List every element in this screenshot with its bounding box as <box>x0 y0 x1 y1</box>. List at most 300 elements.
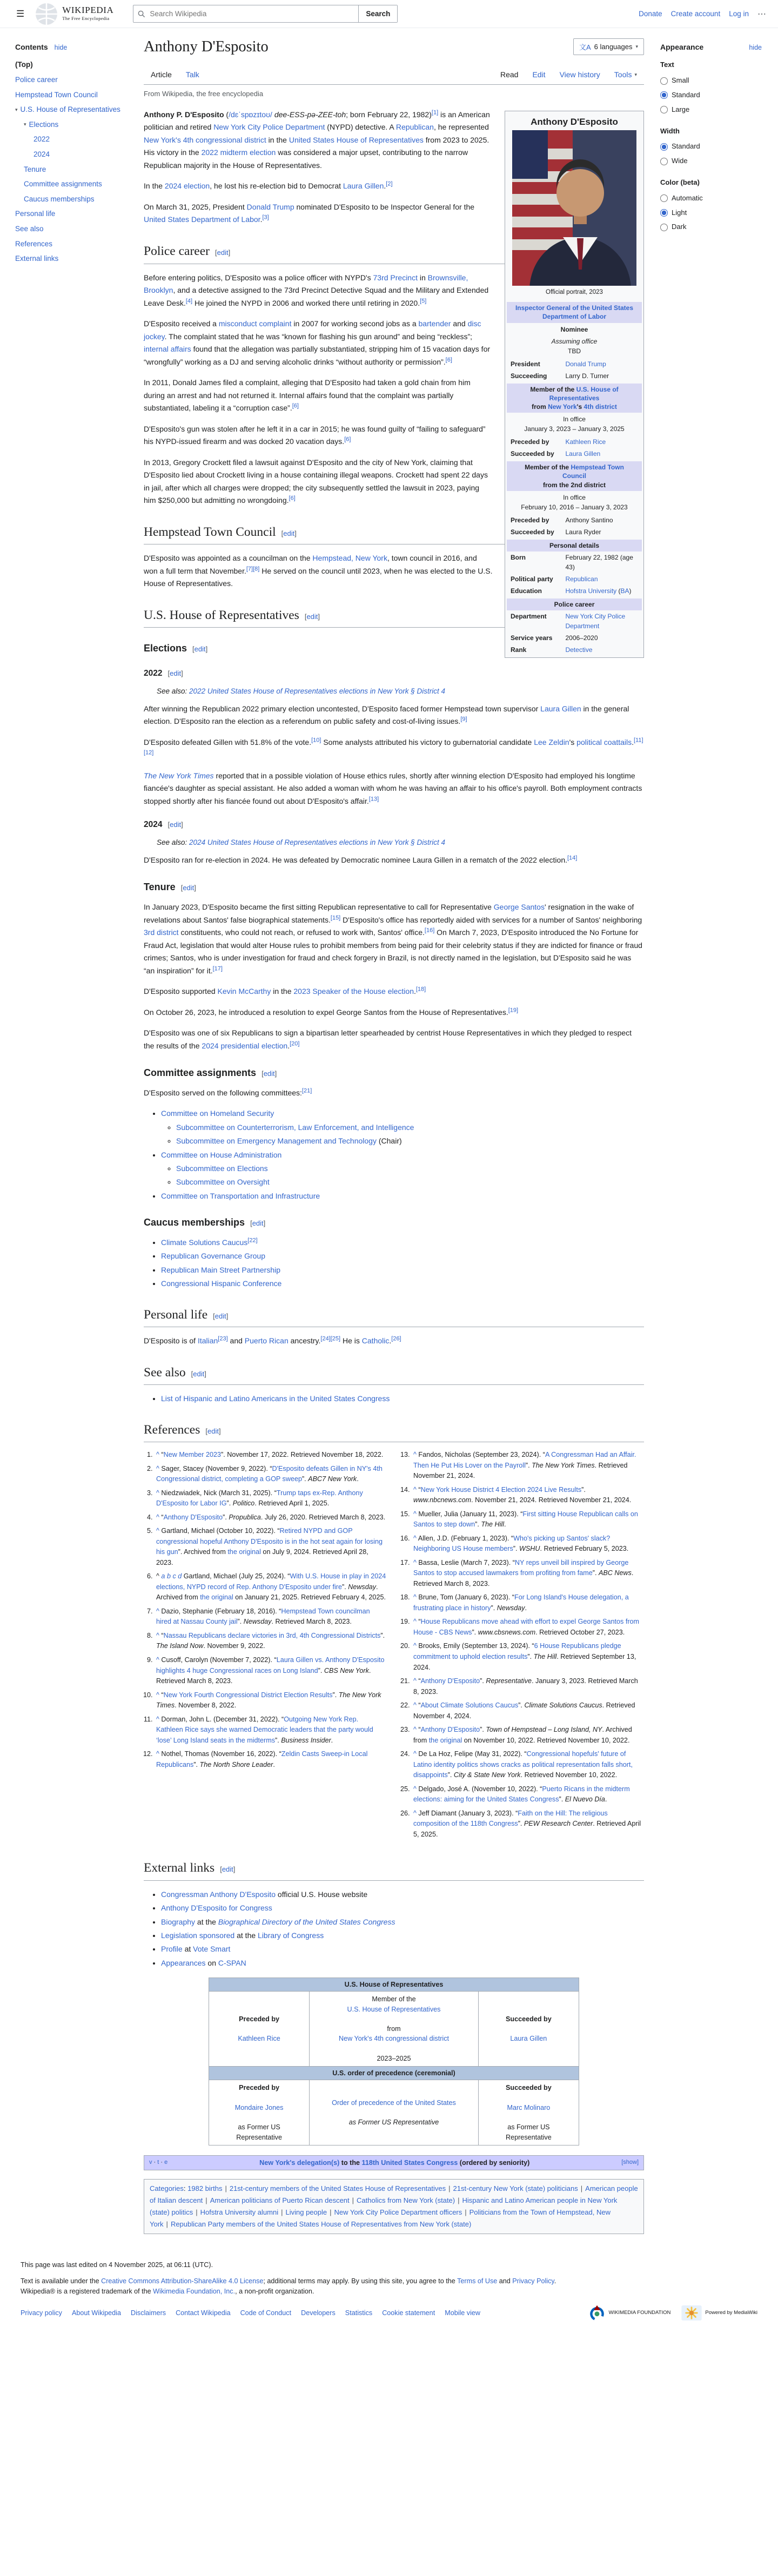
inline-link[interactable]: Congressional hopefuls' future of Latino identity politics shows cracks as political representation falls short, disappoints <box>413 1750 633 1779</box>
inline-link[interactable]: New York City Police Department <box>565 613 626 630</box>
language-selector-button[interactable] <box>573 38 644 55</box>
toc-item-references[interactable] <box>15 237 126 252</box>
appearance-option-color-beta-automatic[interactable] <box>660 191 762 206</box>
inline-link[interactable]: Hempstead Town Council <box>562 463 624 480</box>
edit-section-link[interactable]: [edit] <box>205 1427 221 1435</box>
inline-link[interactable]: bartender <box>418 319 451 328</box>
toc-link[interactable]: External links <box>15 254 59 263</box>
infobox-row <box>507 358 642 370</box>
inline-link[interactable]: Puerto Ricans in the midterm elections: aiming for the United States Congress <box>413 1785 630 1804</box>
inline-link[interactable]: Biography <box>161 1917 196 1926</box>
inline-link[interactable]: Laura Gillen vs. Anthony D'Esposito highlights 4 huge Congressional races on Long Island <box>156 1656 385 1674</box>
inline-link[interactable]: Subcommittee on Elections <box>176 1164 268 1173</box>
inline-link[interactable]: ^ <box>413 1809 417 1817</box>
section-heading-text: Caucus memberships <box>144 1217 245 1228</box>
inline-link[interactable]: Inspector General of the United States Department of Labor <box>515 304 634 321</box>
toc-link[interactable]: Caucus memberships <box>24 194 95 203</box>
inline-link[interactable]: ^ <box>413 1642 417 1650</box>
footer-link-statistics[interactable]: Statistics <box>345 2309 373 2317</box>
inline-link[interactable]: Hempstead, New York <box>312 554 387 563</box>
inline-link[interactable]: C-SPAN <box>218 1958 246 1967</box>
inline-link[interactable]: A Congressman Had an Affair. Then He Put His Lover on the Payroll <box>413 1451 636 1469</box>
inline-link[interactable]: a <box>161 1572 165 1580</box>
edit-section-link[interactable]: [edit] <box>167 820 183 829</box>
appearance-option-text-small[interactable] <box>660 73 762 88</box>
mediawiki-logo[interactable] <box>681 2305 757 2321</box>
inline-link[interactable]: 2022 United States House of Representatives elections in New York § District 4 <box>189 687 446 696</box>
toc-link[interactable]: U.S. House of Representatives <box>20 105 120 114</box>
inline-link[interactable]: ^ <box>413 1534 417 1542</box>
inline-link[interactable]: Kevin McCarthy <box>217 987 271 996</box>
inline-link[interactable]: U.S. House of Representatives <box>347 2005 441 2013</box>
inline-link[interactable]: Donald Trump <box>565 360 606 368</box>
inline-link[interactable]: Italian <box>197 1336 218 1346</box>
radio-small[interactable] <box>660 77 668 85</box>
inline-link[interactable]: ^ <box>156 1691 159 1699</box>
reference-item: 16. ^ Allen, J.D. (February 1, 2023). “Who's picking up Santos' slack? Neighboring US House members”. WSHU. Retrieved February 5, 2023. <box>412 1534 644 1555</box>
inline-link[interactable]: U.S. House of Representatives <box>549 385 619 402</box>
inline-link[interactable]: New York's delegation(s) <box>259 2158 340 2167</box>
toc-item-police-career[interactable] <box>15 72 126 88</box>
section-heading-text: Personal life <box>144 1307 208 1322</box>
citation-ref[interactable]: [22] <box>247 1237 258 1244</box>
footer-link-cookie-statement[interactable]: Cookie statement <box>382 2309 435 2317</box>
appearance-option-color-beta-dark[interactable] <box>660 220 762 234</box>
category-link[interactable]: Living people <box>285 2208 327 2217</box>
inline-link[interactable]: ^ <box>413 1451 417 1459</box>
infobox-row <box>507 436 642 448</box>
citation-ref[interactable]: [10] <box>311 737 321 744</box>
citation-ref[interactable]: [3] <box>262 214 269 221</box>
category-link[interactable]: 21st-century members of the United States House of Representatives <box>229 2184 446 2193</box>
edit-section-link[interactable]: [edit] <box>250 1219 266 1228</box>
edit-section-link[interactable]: [edit] <box>192 645 208 654</box>
citation-ref[interactable]: [11][12] <box>144 737 643 756</box>
inline-link[interactable]: edit <box>194 645 206 654</box>
inline-link[interactable]: ^ <box>413 1485 417 1494</box>
inline-link[interactable]: Library of Congress <box>258 1931 324 1940</box>
inline-link[interactable]: The New York Times <box>144 771 214 780</box>
inline-link[interactable]: ^ <box>413 1750 417 1758</box>
toc-link[interactable]: 2022 <box>33 135 50 144</box>
inline-link[interactable]: Wikimedia Foundation, Inc. <box>153 2288 236 2296</box>
footer-link-disclaimers[interactable]: Disclaimers <box>131 2309 166 2317</box>
category-link[interactable]: American people of Italian descent <box>150 2184 638 2205</box>
inline-link[interactable]: George Santos <box>493 902 545 911</box>
contents-hide-link[interactable]: hide <box>54 44 68 51</box>
category-link[interactable]: New York City Police Department officers <box>334 2208 462 2217</box>
toc-link[interactable]: References <box>15 239 53 248</box>
inline-link[interactable]: 2022 midterm election <box>201 148 276 157</box>
category-link[interactable]: Hispanic and Latino American people in New York (state) politics <box>150 2196 618 2217</box>
log-in-link[interactable]: Log in <box>729 9 749 18</box>
footer-link-contact-wikipedia[interactable]: Contact Wikipedia <box>176 2309 231 2317</box>
citation-ref[interactable]: [6] <box>344 436 351 443</box>
inline-link[interactable]: ^ <box>156 1631 159 1639</box>
inline-link[interactable]: Outgoing New York Rep. Kathleen Rice says she warned Democratic leaders that the party would ‘lose’ Long Island seats in the midterms <box>156 1715 373 1744</box>
inline-link[interactable]: Order of precedence of the United States <box>332 2099 456 2107</box>
tab-edit[interactable]: Edit <box>532 70 546 79</box>
category-link[interactable]: Republican Party members of the United States House of Representatives from New York (state) <box>170 2220 472 2229</box>
radio-wide[interactable] <box>660 158 668 165</box>
toc-link[interactable]: See also <box>15 224 44 233</box>
inline-link[interactable]: Creative Commons Attribution-ShareAlike 4.0 License <box>101 2277 264 2285</box>
inline-link[interactable]: ^ <box>413 1701 417 1710</box>
inline-link[interactable]: Subcommittee on Oversight <box>176 1178 270 1187</box>
toc-item-personal-life[interactable] <box>15 206 126 221</box>
search-button[interactable]: Search <box>358 5 397 22</box>
categories-label[interactable]: Categories <box>150 2184 184 2193</box>
succession-row <box>209 2080 578 2145</box>
radio-dark[interactable] <box>660 224 668 231</box>
inline-link[interactable]: Privacy Policy <box>512 2277 554 2285</box>
toc-link[interactable]: Tenure <box>24 165 46 173</box>
inline-link[interactable]: edit <box>193 1369 205 1378</box>
toc-item-external-links[interactable] <box>15 251 126 266</box>
inline-link[interactable]: Lee Zeldin <box>534 737 569 746</box>
inline-link[interactable]: Biographical Directory of the United States Congress <box>218 1917 395 1926</box>
inline-link[interactable]: edit <box>183 884 194 892</box>
citation-ref[interactable]: [6] <box>289 495 296 502</box>
edit-section-link[interactable]: [edit] <box>215 248 231 257</box>
toc-link[interactable]: Police career <box>15 75 58 84</box>
footer-link-code-of-conduct[interactable]: Code of Conduct <box>240 2309 292 2317</box>
inline-link[interactable]: Climate Solutions Caucus <box>161 1237 248 1247</box>
category-link[interactable]: American politicians of Puerto Rican descent <box>210 2196 350 2205</box>
inline-link[interactable]: 73rd Precinct <box>373 273 418 282</box>
footer-link-privacy-policy[interactable]: Privacy policy <box>21 2309 62 2317</box>
appearance-hide-link[interactable]: hide <box>749 44 762 51</box>
inline-link[interactable]: Republican Governance Group <box>161 1252 266 1261</box>
chevron-down-icon[interactable]: ▾ <box>15 106 18 112</box>
inline-link[interactable]: Nassau Republicans declare victories in 3rd, 4th Congressional Districts <box>163 1631 381 1639</box>
toc-item-hempstead-town-council[interactable] <box>15 88 126 103</box>
inline-link[interactable]: disc jockey <box>144 319 481 341</box>
radio-large[interactable] <box>660 106 668 113</box>
tab-talk[interactable]: Talk <box>185 70 199 79</box>
inline-link[interactable]: ^ <box>413 1558 417 1566</box>
appearance-option-text-large[interactable] <box>660 103 762 117</box>
footer-link-about-wikipedia[interactable]: About Wikipedia <box>71 2309 121 2317</box>
chevron-down-icon[interactable]: ▾ <box>24 122 26 127</box>
inline-link[interactable]: 6 House Republicans pledge commitment to uphold election results <box>413 1642 621 1660</box>
article-tabs <box>144 65 644 85</box>
citation-ref[interactable]: [20] <box>290 1040 300 1047</box>
inline-link[interactable]: Retired NYPD and GOP congressional hopeful Anthony D'Esposito is in the hot seat again for losing his gun <box>156 1527 383 1556</box>
inline-link[interactable]: New Member 2023 <box>163 1451 222 1459</box>
inline-link[interactable]: Vote Smart <box>193 1945 231 1954</box>
inline-link[interactable]: edit <box>222 1865 233 1874</box>
citation-ref[interactable]: [15] <box>330 914 341 921</box>
inline-link[interactable]: ^ <box>156 1464 159 1472</box>
inline-link[interactable]: D'Esposito defeats Gillen in NY's 4th Congressional district, completing a GOP sweep <box>156 1464 383 1483</box>
inline-link[interactable]: ^ <box>413 1618 417 1626</box>
toc-item-see-also[interactable] <box>15 221 126 237</box>
inline-link[interactable]: the original <box>227 1548 261 1556</box>
inline-link[interactable]: misconduct complaint <box>218 319 292 328</box>
inline-link[interactable]: 4th district <box>584 403 617 411</box>
inline-link[interactable]: t <box>157 2159 159 2166</box>
section-heading-text: Police career <box>144 244 210 258</box>
inline-link[interactable]: ^ <box>413 1726 417 1734</box>
edit-section-link[interactable]: [edit] <box>304 612 320 621</box>
inline-link[interactable]: Committee on Homeland Security <box>161 1109 274 1118</box>
inline-link[interactable]: United States House of Representatives <box>289 135 424 144</box>
more-menu-icon[interactable]: ⋯ <box>757 9 766 19</box>
citation-ref[interactable]: [5] <box>420 297 427 304</box>
page-grid <box>0 28 778 2248</box>
inline-link[interactable]: Anthony D'Esposito <box>420 1726 480 1734</box>
inline-link[interactable]: edit <box>170 669 182 678</box>
inline-link[interactable]: 118th United States Congress <box>361 2158 458 2167</box>
inline-link[interactable]: the original <box>200 1593 233 1602</box>
citation-ref[interactable]: [4] <box>185 297 193 304</box>
inline-link[interactable]: New York's 4th congressional district <box>338 2035 449 2043</box>
toc-item-2024[interactable] <box>15 147 126 162</box>
search-input[interactable] <box>150 5 358 22</box>
inline-link[interactable]: List of Hispanic and Latino Americans in the United States Congress <box>161 1394 390 1403</box>
inline-link[interactable]: Zeldin Casts Sweep-in Local Republicans <box>156 1750 368 1768</box>
navbox-show-link[interactable]: [show] <box>621 2159 639 2166</box>
edit-section-link[interactable]: [edit] <box>220 1865 236 1874</box>
reference-item: 1. ^ “New Member 2023”. November 17, 2022. Retrieved November 18, 2022. <box>155 1450 387 1461</box>
infobox-value: February 22, 1982 (age 43) <box>565 553 633 571</box>
inline-link[interactable]: edit <box>217 248 229 257</box>
list-item <box>161 1277 644 1289</box>
inline-link[interactable]: /dɛˈspɒzɪtoʊ/ <box>229 110 272 119</box>
inline-link[interactable]: Laura Gillen <box>540 704 581 713</box>
inline-link[interactable]: ^ <box>156 1607 159 1615</box>
toc-link[interactable]: Personal life <box>15 210 56 218</box>
inline-link[interactable]: edit <box>252 1219 264 1228</box>
inline-link[interactable]: Subcommittee on Counterterrorism, Law Enforcement, and Intelligence <box>176 1122 414 1132</box>
inline-link[interactable]: 2024 presidential election <box>202 1041 288 1050</box>
toc-item-committee-assignments[interactable] <box>15 177 126 192</box>
citation-ref[interactable]: [21] <box>301 1087 312 1094</box>
appearance-option-width-standard[interactable] <box>660 139 762 154</box>
tab-tools[interactable] <box>607 65 644 84</box>
citation-ref[interactable]: [16] <box>424 927 435 934</box>
citation-ref[interactable]: [7][8] <box>246 566 260 573</box>
inline-link[interactable]: 2023 Speaker of the House election <box>293 987 414 996</box>
category-link[interactable]: 21st-century New York (state) politicians <box>453 2184 578 2193</box>
toc-item-tenure[interactable] <box>15 162 126 177</box>
inline-link[interactable]: ^ <box>156 1750 159 1758</box>
inline-link[interactable]: edit <box>283 529 295 537</box>
inline-link[interactable]: Kathleen Rice <box>238 2035 280 2043</box>
appearance-option-width-wide[interactable] <box>660 154 762 169</box>
inline-link[interactable]: For Long Island's House delegation, a frustrating place in history <box>413 1593 629 1612</box>
inline-link[interactable]: Detective <box>565 646 593 654</box>
inline-link[interactable]: Republican Main Street Partnership <box>161 1265 281 1274</box>
inline-link[interactable]: e <box>164 2159 168 2166</box>
category-link[interactable]: Catholics from New York (state) <box>357 2196 455 2205</box>
appearance-option-color-beta-light[interactable] <box>660 206 762 220</box>
radio-standard[interactable] <box>660 91 668 99</box>
citation-ref[interactable]: [17] <box>212 965 223 972</box>
infobox-row <box>507 526 642 538</box>
inline-link[interactable]: Terms of Use <box>457 2277 498 2285</box>
inline-link[interactable]: ^ <box>413 1593 417 1602</box>
tab-view-history[interactable]: View history <box>559 70 600 79</box>
category-link[interactable]: 1982 births <box>187 2184 223 2193</box>
citation-ref[interactable]: [19] <box>508 1006 519 1013</box>
inline-link[interactable]: Brownsville, Brooklyn <box>144 273 468 295</box>
footer-link-developers[interactable]: Developers <box>301 2309 336 2317</box>
menu-icon[interactable]: ☰ <box>12 5 29 23</box>
inline-link[interactable]: New York City Police Department <box>213 123 325 132</box>
wikipedia-logo[interactable] <box>35 3 113 25</box>
create-account-link[interactable]: Create account <box>670 9 721 18</box>
inline-link[interactable]: 2024 United States House of Representatives elections in New York § District 4 <box>189 838 446 847</box>
inline-link[interactable]: ^ <box>156 1451 159 1459</box>
inline-link[interactable]: Trump taps ex-Rep. Anthony D'Esposito for Labor IG <box>156 1489 363 1508</box>
inline-link[interactable]: v <box>149 2159 152 2166</box>
inline-link[interactable]: ^ <box>413 1785 417 1793</box>
inline-link[interactable]: ^ <box>156 1715 159 1723</box>
toc-link[interactable]: Hempstead Town Council <box>15 90 98 99</box>
inline-link[interactable]: New York House District 4 Election 2024 Live Results <box>420 1485 582 1494</box>
inline-link[interactable]: edit <box>263 1070 275 1078</box>
inline-link[interactable]: Anthony D'Esposito <box>163 1513 223 1521</box>
toc-link[interactable]: 2024 <box>33 150 50 158</box>
inline-link[interactable]: BA <box>620 587 629 595</box>
edit-section-link[interactable]: [edit] <box>281 529 297 537</box>
edit-section-link[interactable]: [edit] <box>191 1369 206 1378</box>
citation-ref[interactable]: [18] <box>415 986 426 993</box>
inline-link[interactable]: edit <box>170 820 182 829</box>
inline-link[interactable]: edit <box>306 612 318 621</box>
inline-link[interactable]: ^ <box>413 1677 417 1685</box>
inline-link[interactable]: Appearances <box>161 1958 206 1967</box>
radio-light[interactable] <box>660 209 668 217</box>
infobox-value <box>565 449 638 459</box>
inline-link[interactable]: Who's picking up Santos' slack? Neighboring US House members <box>413 1534 611 1553</box>
citation-ref[interactable]: [2] <box>386 180 393 187</box>
inline-link[interactable]: c <box>172 1572 176 1580</box>
footer-link-mobile-view[interactable]: Mobile view <box>445 2309 480 2317</box>
inline-link[interactable]: Faith on the Hill: The religious composition of the 118th Congress <box>413 1809 608 1828</box>
toc-item-top[interactable] <box>15 57 126 72</box>
inline-link[interactable]: Republican <box>565 575 598 583</box>
donate-link[interactable]: Donate <box>639 9 662 18</box>
citation-ref[interactable]: [24][25] <box>320 1335 341 1342</box>
citation-ref[interactable]: [1] <box>431 109 439 116</box>
category-link[interactable]: Politicians from the Town of Hempstead, New York <box>150 2208 611 2229</box>
inline-link[interactable]: ^ <box>156 1656 159 1664</box>
inline-link[interactable]: Laura Gillen <box>510 2035 547 2043</box>
inline-link[interactable]: House Republicans move ahead with effort to expel George Santos from House - CBS News <box>413 1618 640 1636</box>
inline-link[interactable]: the original <box>428 1736 462 1744</box>
inline-link[interactable]: Puerto Rican <box>244 1336 289 1346</box>
inline-link[interactable]: Laura Gillen <box>343 181 384 191</box>
citation-ref[interactable]: [23] <box>218 1335 228 1342</box>
inline-link[interactable]: New York Fourth Congressional District Election Results <box>163 1691 333 1699</box>
inline-link[interactable]: ^ <box>156 1527 159 1535</box>
inline-link[interactable]: New York <box>548 403 577 411</box>
citation-ref[interactable]: [14] <box>567 855 578 862</box>
tab-read[interactable]: Read <box>500 70 519 79</box>
citation-ref[interactable]: [6] <box>445 356 452 363</box>
wikimedia-foundation-logo[interactable] <box>589 2305 670 2321</box>
inline-link[interactable]: Marc Molinaro <box>507 2103 551 2111</box>
inline-link[interactable]: ^ <box>413 1510 417 1518</box>
inline-link[interactable]: Anthony D'Esposito for Congress <box>161 1904 272 1913</box>
inline-link[interactable]: NY reps unveil bill inspired by George Santos to stop accused lawmakers from profiting from fame <box>413 1558 629 1577</box>
inline-link[interactable]: Subcommittee on Emergency Management and Technology <box>176 1136 377 1146</box>
inline-link[interactable]: Committee on Transportation and Infrastructure <box>161 1191 320 1200</box>
inline-link[interactable]: Hempstead Town councilman hired at Nassau County jail <box>156 1607 370 1626</box>
inline-link[interactable]: Congressman Anthony D'Esposito <box>161 1889 276 1899</box>
section-heading-text: External links <box>144 1861 215 1875</box>
inline-link[interactable]: First sitting House Republican calls on Santos to step down <box>413 1510 638 1529</box>
inline-link[interactable]: 3rd district <box>144 928 179 937</box>
citation-ref[interactable]: [9] <box>460 716 467 723</box>
toc-item-u-s-house-of-representatives[interactable] <box>15 102 126 117</box>
radio-automatic[interactable] <box>660 194 668 202</box>
toc-item-elections[interactable] <box>15 117 126 132</box>
toc-item-caucus-memberships[interactable] <box>15 192 126 207</box>
inline-link[interactable]: edit <box>207 1427 219 1435</box>
edit-section-link[interactable]: [edit] <box>213 1311 229 1320</box>
toc-link[interactable]: Elections <box>29 120 59 129</box>
edit-section-link[interactable]: [edit] <box>261 1070 277 1078</box>
site-subtitle: From Wikipedia, the free encyclopedia <box>144 89 264 98</box>
inline-link[interactable]: Catholic <box>361 1336 390 1346</box>
appearance-option-text-standard[interactable] <box>660 88 762 103</box>
inline-link[interactable]: Republican <box>395 123 434 132</box>
inline-link[interactable]: Committee on House Administration <box>161 1150 282 1159</box>
inline-link[interactable]: Kathleen Rice <box>565 438 606 446</box>
inline-link[interactable]: political coattails <box>576 737 632 746</box>
radio-standard[interactable] <box>660 143 668 151</box>
inline-link[interactable]: Anthony D'Esposito <box>420 1677 480 1685</box>
toc-link[interactable]: (Top) <box>15 60 33 69</box>
inline-link[interactable]: Donald Trump <box>246 202 294 211</box>
edit-section-link[interactable]: [edit] <box>167 669 183 678</box>
inline-link[interactable]: internal affairs <box>144 345 191 354</box>
inline-link[interactable]: Hofstra University <box>565 587 617 595</box>
inline-link[interactable]: About Climate Solutions Caucus <box>420 1701 519 1710</box>
inline-link[interactable]: Profile <box>161 1945 183 1954</box>
inline-link[interactable]: Mondaire Jones <box>234 2103 284 2111</box>
citation-ref[interactable]: [26] <box>391 1335 401 1342</box>
toc-item-2022[interactable] <box>15 132 126 147</box>
reference-item: 7. ^ Dazio, Stephanie (February 18, 2016). “Hempstead Town councilman hired at Nassau County jail”. Newsday. Retrieved March 8, 2023. <box>155 1606 387 1627</box>
category-link[interactable]: Hofstra University alumni <box>200 2208 279 2217</box>
tab-article[interactable]: Article <box>151 70 172 79</box>
inline-link[interactable]: ^ <box>156 1489 159 1497</box>
inline-link[interactable]: Legislation sponsored <box>161 1931 235 1940</box>
citation-ref[interactable]: [13] <box>368 796 379 803</box>
portrait-image[interactable] <box>512 130 636 286</box>
inline-link[interactable]: United States Department of Labor <box>144 215 260 224</box>
inline-link[interactable]: Laura Gillen <box>565 450 601 458</box>
inline-link[interactable]: 2024 election <box>164 181 210 191</box>
inline-link[interactable]: Congressional Hispanic Conference <box>161 1279 282 1288</box>
toc-link[interactable]: Committee assignments <box>24 180 102 189</box>
inline-link[interactable]: New York's 4th congressional district <box>144 135 266 144</box>
inline-link[interactable]: b <box>166 1572 171 1580</box>
inline-link[interactable]: ^ <box>156 1513 159 1521</box>
edit-section-link[interactable]: [edit] <box>180 884 196 892</box>
inline-link[interactable]: d <box>178 1572 182 1580</box>
toc-list <box>15 57 126 266</box>
citation-ref[interactable]: [6] <box>292 402 299 409</box>
reference-item: 26. ^ Jeff Diamant (January 3, 2023). “Faith on the Hill: The religious composition of the 118th Congress”. PEW Research Center. Retrieved April 5, 2025. <box>412 1808 644 1840</box>
inline-link[interactable]: edit <box>214 1311 226 1320</box>
inline-link[interactable]: With U.S. House in play in 2024 elections, NYPD record of Rep. Anthony D'Esposito under fire <box>156 1572 386 1591</box>
